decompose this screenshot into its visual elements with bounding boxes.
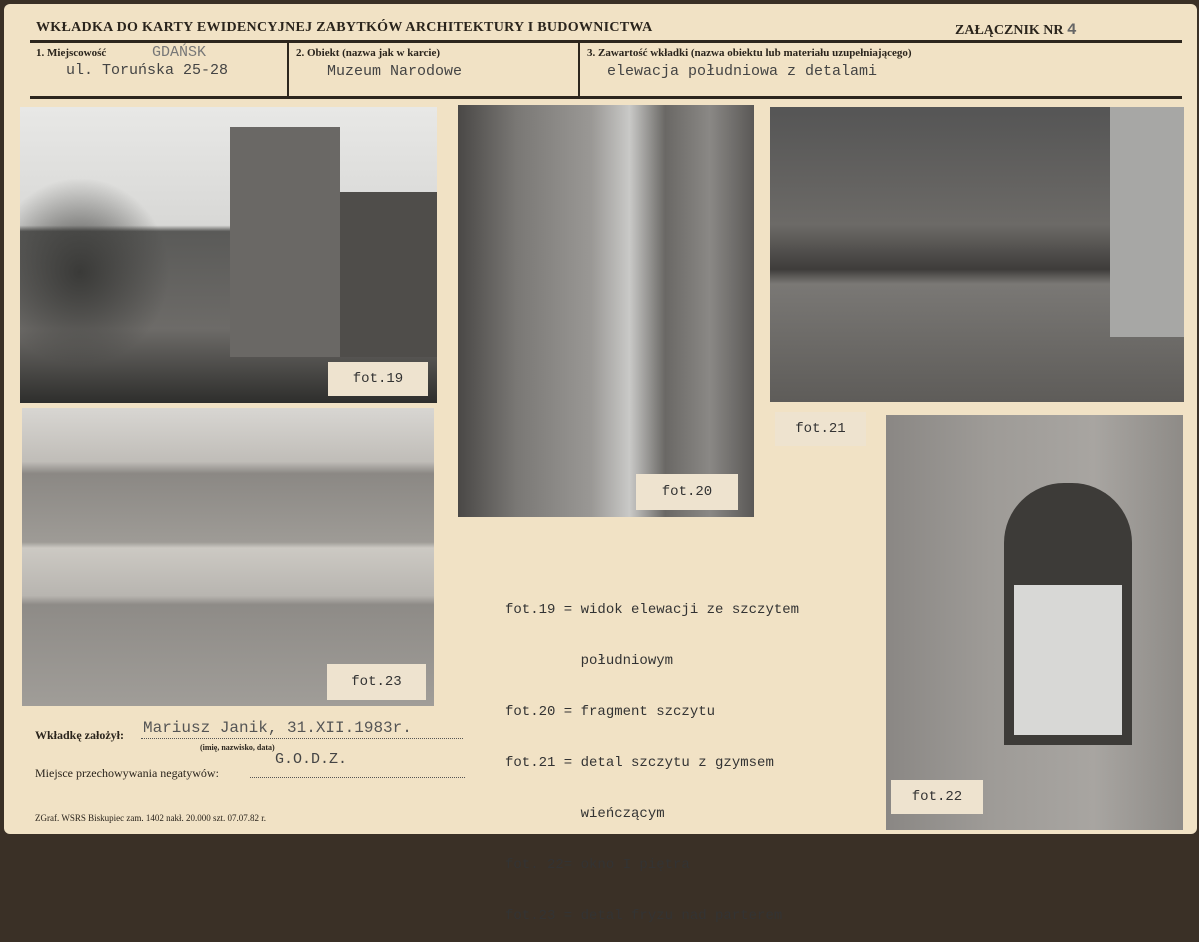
photo-22-label: fot.22 bbox=[891, 780, 983, 814]
caption-line: fot.20 = fragment szczytu bbox=[505, 704, 716, 720]
caption-line: fot.19 = widok elewacji ze szczytem bbox=[505, 602, 800, 618]
negatives-value: G.O.D.Z. bbox=[275, 751, 348, 768]
content-value: elewacja południowa z detalami bbox=[607, 63, 878, 80]
photo-23-label: fot.23 bbox=[327, 664, 426, 700]
attachment-number bbox=[955, 21, 1077, 39]
divider bbox=[578, 42, 580, 97]
photo-21-cornice-detail bbox=[770, 107, 1184, 402]
photo-20-gable-fragment bbox=[458, 105, 754, 517]
caption-line: fot.21 = detal szczytu z gzymsem bbox=[505, 755, 774, 771]
caption-line: południowym bbox=[505, 653, 674, 669]
caption-line: fot.23 = detal fryzu nad parterem bbox=[505, 908, 783, 924]
divider bbox=[30, 96, 1182, 99]
photo-21-label: fot.21 bbox=[775, 412, 866, 446]
place-label: 1. Miejscowość bbox=[36, 47, 107, 59]
object-label: 2. Obiekt (nazwa jak w karcie) bbox=[296, 47, 441, 59]
author-hint: (imię, nazwisko, data) bbox=[200, 743, 275, 752]
divider bbox=[30, 40, 1182, 43]
printer-info: ZGraf. WSRS Biskupiec zam. 1402 nakł. 20.000 szt. 07.07.82 r. bbox=[35, 813, 267, 823]
attachment-label: ZAŁĄCZNIK NR bbox=[955, 23, 1064, 38]
photo-captions bbox=[505, 568, 799, 942]
photo-20-label: fot.20 bbox=[636, 474, 738, 510]
place-address: ul. Toruńska 25-28 bbox=[66, 62, 229, 79]
author-label: Wkładkę założył: bbox=[35, 728, 124, 742]
attachment-value: 4 bbox=[1067, 21, 1077, 39]
author-value: Mariusz Janik, 31.XII.1983r. bbox=[143, 719, 412, 737]
object-value: Muzeum Narodowe bbox=[327, 63, 463, 80]
divider bbox=[287, 42, 289, 97]
caption-line: wieńczącym bbox=[505, 806, 665, 822]
photo-19-building-view bbox=[20, 107, 437, 403]
negatives-label: Miejsce przechowywania negatywów: bbox=[35, 766, 219, 780]
place-city: GDAŃSK bbox=[152, 44, 207, 61]
photo-19-label: fot.19 bbox=[328, 362, 428, 396]
form-title: WKŁADKA DO KARTY EWIDENCYJNEJ ZABYTKÓW ARCHITEKTURY I BUDOWNICTWA bbox=[36, 20, 653, 35]
content-label: 3. Zawartość wkładki (nazwa obiektu lub materiału uzupełniającego) bbox=[587, 47, 912, 59]
caption-line: fot. 22= okno I piętra bbox=[505, 857, 690, 873]
photo-23-frieze-detail bbox=[22, 408, 434, 706]
photo-22-window bbox=[886, 415, 1183, 830]
